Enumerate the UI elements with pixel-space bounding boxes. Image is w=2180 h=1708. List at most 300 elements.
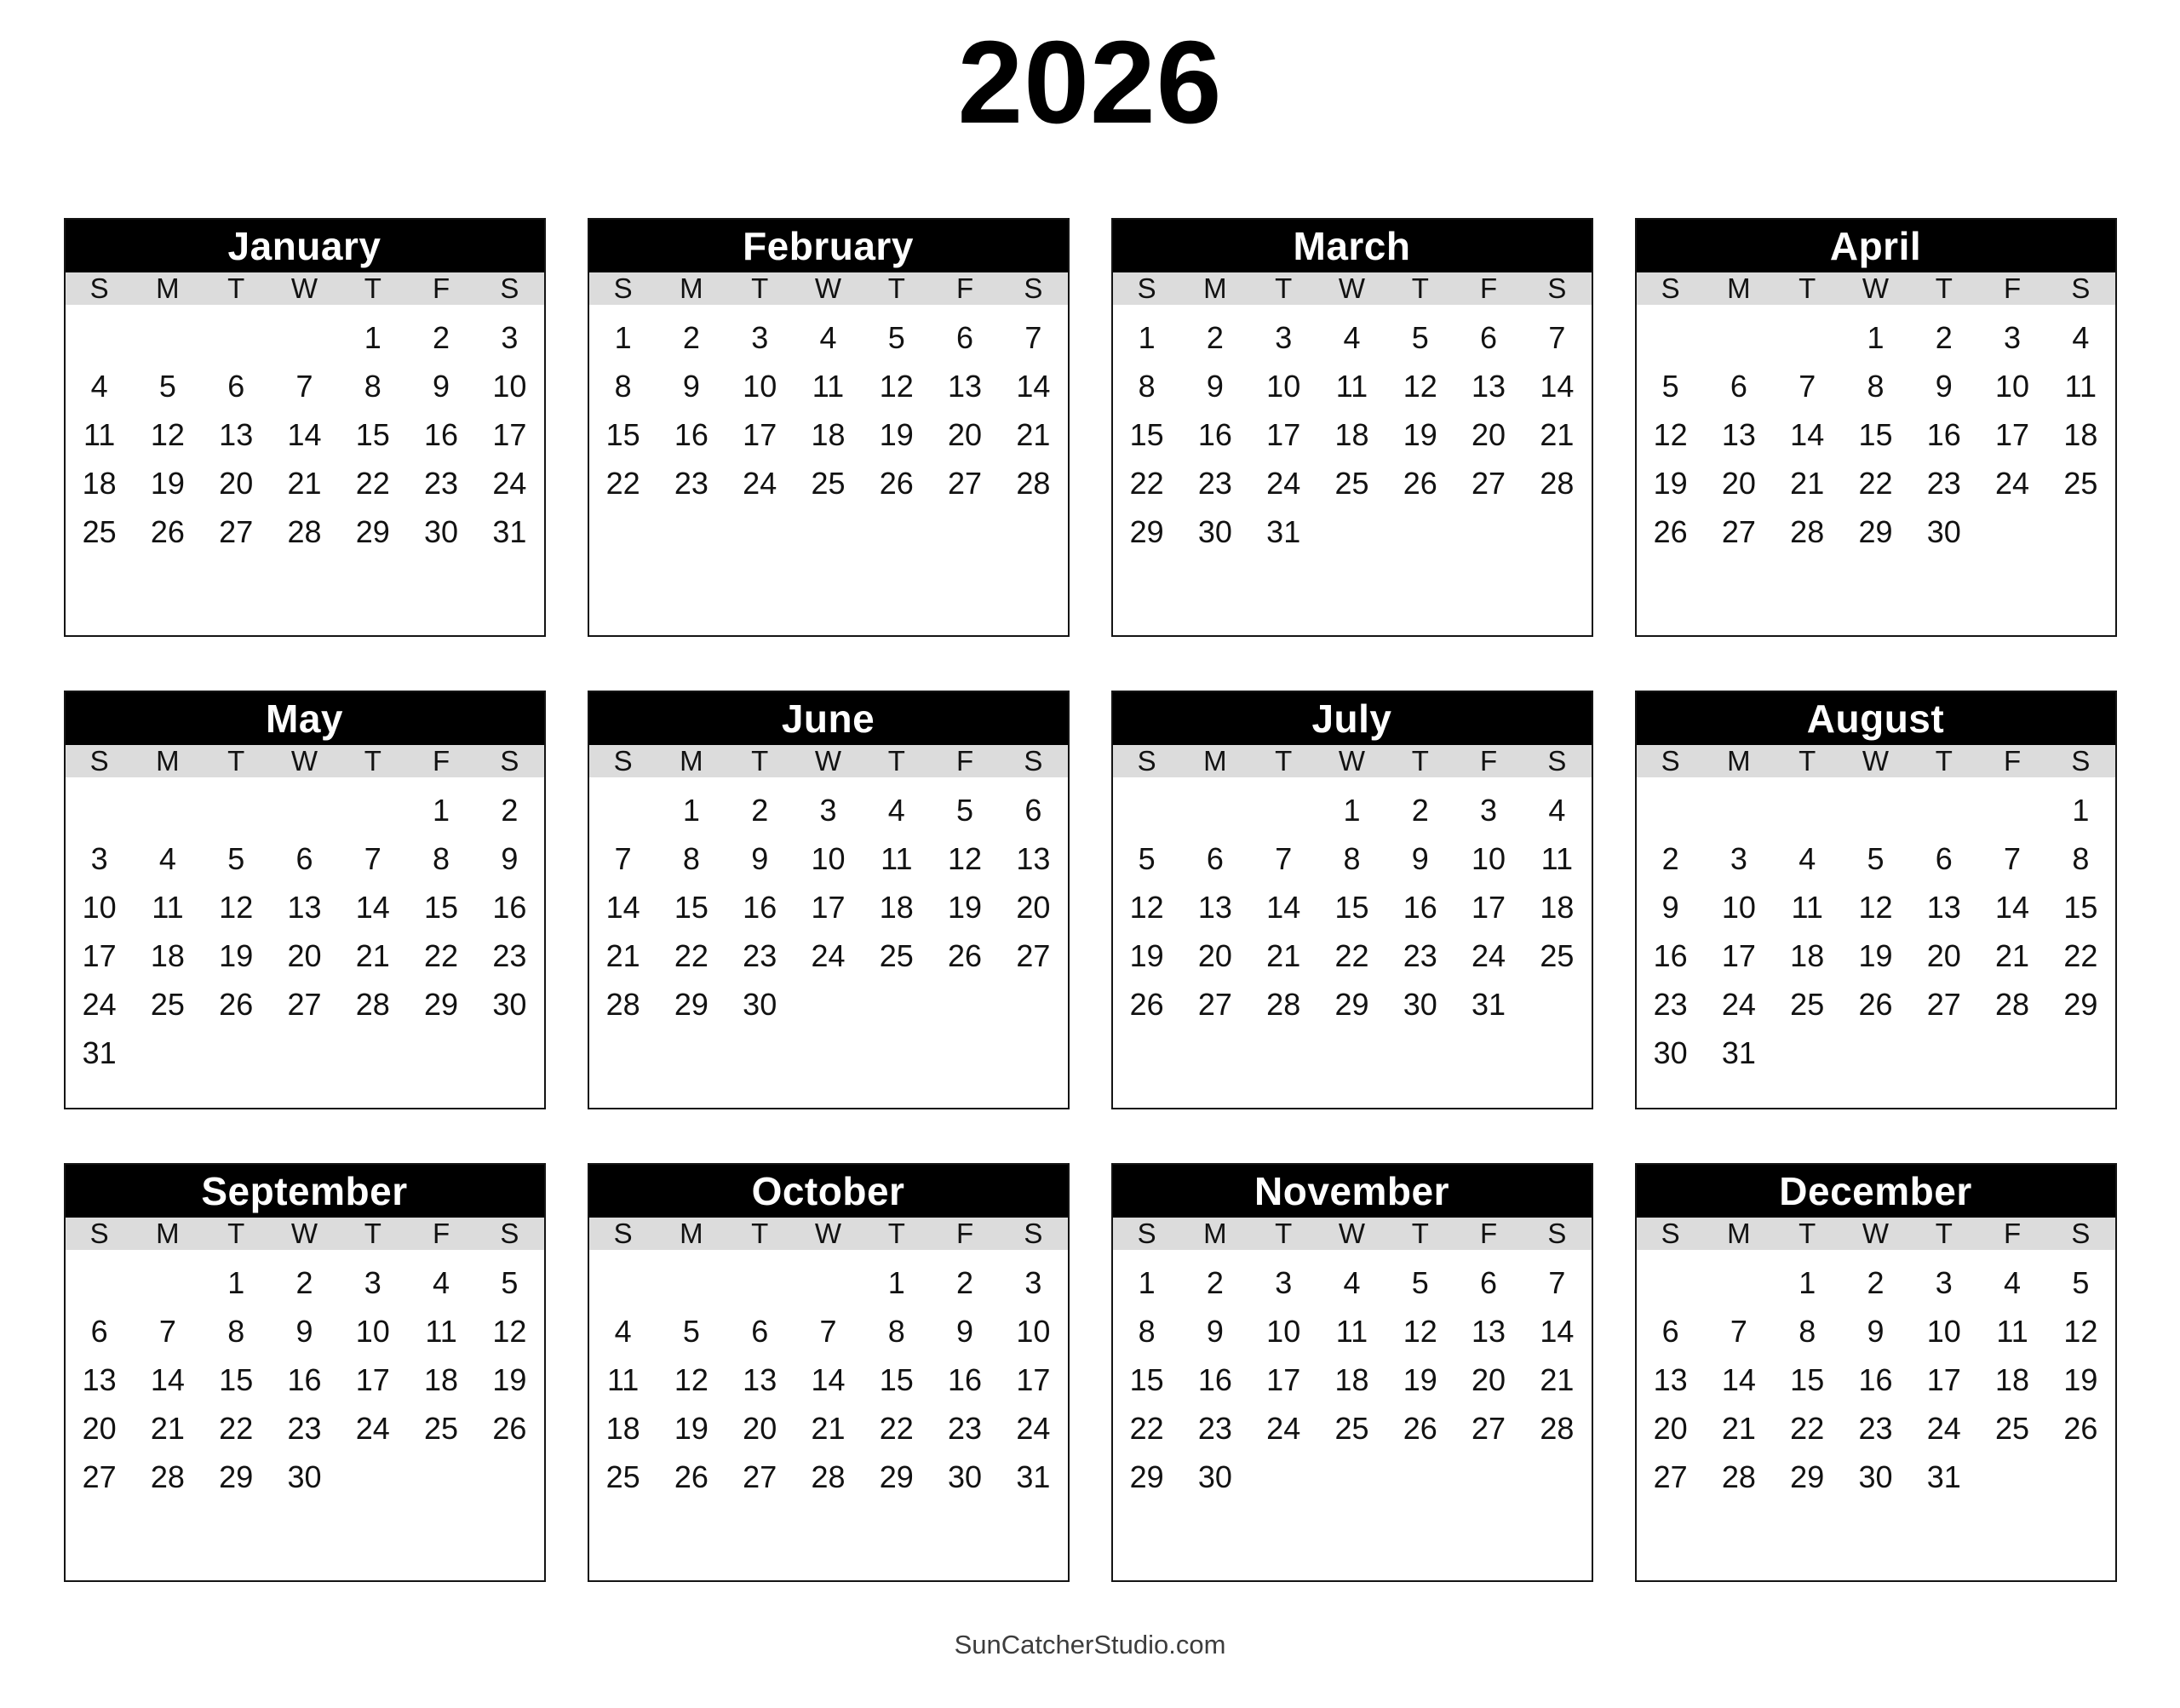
day-cell: 29 [355,513,390,549]
day-cell: 19 [948,889,983,925]
day-cell: 5 [1661,368,1679,404]
day-cell: 20 [743,1410,777,1446]
empty-day-cell [339,786,407,834]
empty-day-cell [1637,786,1705,834]
day-cell: 29 [1129,1459,1164,1494]
day-cell: 17 [1016,1361,1051,1397]
empty-day-cell [1637,313,1705,362]
empty-day-cell [66,1258,134,1307]
day-cell: 30 [948,1459,983,1494]
day-cell: 6 [90,1313,108,1349]
weekday-label: S [1137,272,1156,304]
weekday-label: W [290,745,318,777]
day-cell: 3 [1275,319,1293,355]
month-header [1637,220,2115,272]
day-cell: 29 [424,986,459,1022]
weekday-label: F [955,272,974,304]
day-cell: 22 [879,1410,914,1446]
day-cell: 11 [881,840,913,876]
day-cell: 17 [82,937,117,973]
empty-day-cell [475,1453,543,1501]
day-cell: 30 [1197,513,1232,549]
day-cell: 11 [2064,368,2097,404]
weekday-label: M [1727,745,1751,777]
day-cell: 23 [1926,465,1961,501]
empty-day-cell [726,1258,794,1307]
day-cell: 24 [492,465,527,501]
day-cell: 24 [1472,937,1506,973]
day-cell: 16 [287,1361,322,1397]
empty-day-cell [1386,1453,1454,1501]
day-cell: 10 [1926,1313,1961,1349]
day-cell: 18 [605,1410,640,1446]
day-cell: 14 [1540,1313,1575,1349]
day-cell: 22 [1858,465,1893,501]
day-cell: 13 [948,368,983,404]
day-cell: 21 [1540,416,1575,452]
day-cell: 2 [295,1264,313,1300]
day-cell: 4 [614,1313,632,1349]
day-cell: 14 [605,889,640,925]
weekday-header-row [589,745,1068,777]
day-cell: 14 [1995,889,2030,925]
day-cell: 15 [879,1361,914,1397]
day-cell: 20 [1472,1361,1506,1397]
day-cell: 19 [1129,937,1164,973]
day-cell: 28 [355,986,390,1022]
day-cell: 4 [819,319,837,355]
day-cell: 24 [1016,1410,1051,1446]
day-cell: 9 [1661,889,1679,925]
weekday-label: S [1547,272,1567,304]
day-cell: 18 [1540,889,1575,925]
weekday-label: S [89,272,109,304]
day-cell: 3 [90,840,108,876]
month-day-grid [66,305,544,556]
weekday-label: W [1862,745,1890,777]
weekday-label: M [680,1218,703,1249]
day-cell: 12 [879,368,914,404]
day-cell: 18 [424,1361,459,1397]
weekday-label: M [1203,1218,1227,1249]
day-cell: 18 [1790,937,1825,973]
day-cell: 24 [355,1410,390,1446]
weekday-label: S [1661,745,1680,777]
day-cell: 9 [433,368,450,404]
day-cell: 10 [743,368,777,404]
year-title: 2026 [957,17,1223,148]
weekday-label: S [500,272,519,304]
weekday-label: W [814,745,842,777]
day-cell: 13 [219,416,254,452]
day-cell: 23 [287,1410,322,1446]
day-cell: 10 [1472,840,1506,876]
weekday-label: S [1661,272,1680,304]
weekday-label: W [1338,1218,1366,1249]
day-cell: 11 [812,368,845,404]
day-cell: 8 [682,840,700,876]
day-cell: 17 [1721,937,1756,973]
day-cell: 25 [879,937,914,973]
day-cell: 4 [90,368,108,404]
day-cell: 12 [948,840,983,876]
day-cell: 5 [956,792,974,828]
day-cell: 17 [1926,1361,1961,1397]
empty-day-cell [1249,786,1317,834]
day-cell: 26 [1403,1410,1437,1446]
day-cell: 23 [1197,1410,1232,1446]
day-cell: 1 [614,319,632,355]
day-cell: 28 [605,986,640,1022]
empty-day-cell [1454,507,1523,556]
day-cell: 13 [1472,368,1506,404]
empty-day-cell [1841,786,1909,834]
weekday-label: S [1547,745,1567,777]
day-cell: 16 [674,416,708,452]
month-header [1113,1165,1592,1218]
day-cell: 27 [1653,1459,1688,1494]
day-cell: 6 [295,840,313,876]
weekday-label: M [156,1218,180,1249]
day-cell: 7 [1024,319,1042,355]
weekday-header-row [1637,272,2115,305]
month-day-grid [1113,1250,1592,1501]
day-cell: 2 [501,792,519,828]
weekday-label: T [1935,272,1953,304]
day-cell: 26 [150,513,185,549]
day-cell: 19 [674,1410,708,1446]
weekday-label: F [432,1218,450,1249]
weekday-label: W [1862,272,1890,304]
day-cell: 21 [1721,1410,1756,1446]
month-header [589,692,1068,745]
day-cell: 12 [2063,1313,2098,1349]
weekday-label: S [500,1218,519,1249]
day-cell: 4 [887,792,905,828]
month-header [589,1165,1068,1218]
weekday-label: S [613,1218,633,1249]
month-day-grid [589,777,1068,1029]
day-cell: 29 [1129,513,1164,549]
weekday-label: W [1862,1218,1890,1249]
weekday-label: S [1024,1218,1043,1249]
empty-day-cell [407,1453,475,1501]
day-cell: 1 [433,792,450,828]
day-cell: 25 [811,465,846,501]
day-cell: 22 [674,937,708,973]
weekday-label: T [1411,745,1429,777]
day-cell: 17 [1472,889,1506,925]
day-cell: 31 [1721,1035,1756,1070]
weekday-label: M [1727,272,1751,304]
day-cell: 7 [295,368,313,404]
weekday-label: T [227,1218,245,1249]
empty-day-cell [1113,786,1181,834]
day-cell: 27 [1472,465,1506,501]
day-cell: 14 [287,416,322,452]
day-cell: 5 [1411,319,1429,355]
day-cell: 20 [1016,889,1051,925]
day-cell: 5 [1411,1264,1429,1300]
day-cell: 15 [2063,889,2098,925]
empty-day-cell [270,1029,338,1077]
month-name: December [1779,1169,1972,1213]
day-cell: 6 [751,1313,769,1349]
day-cell: 31 [1926,1459,1961,1494]
day-cell: 19 [492,1361,527,1397]
day-cell: 2 [682,319,700,355]
month-name: February [743,224,914,268]
weekday-label: S [2071,272,2091,304]
day-cell: 29 [1858,513,1893,549]
day-cell: 3 [1275,1264,1293,1300]
day-cell: 17 [1266,416,1301,452]
day-cell: 11 [83,416,116,452]
day-cell: 22 [1334,937,1369,973]
day-cell: 16 [492,889,527,925]
weekday-label: F [1479,745,1498,777]
weekday-header-row [1113,272,1592,305]
day-cell: 23 [948,1410,983,1446]
day-cell: 26 [948,937,983,973]
day-cell: 7 [1798,368,1816,404]
empty-day-cell [1523,980,1591,1029]
day-cell: 15 [1129,1361,1164,1397]
day-cell: 8 [614,368,632,404]
day-cell: 18 [1995,1361,2030,1397]
empty-day-cell [1705,313,1773,362]
weekday-label: F [1479,272,1498,304]
calendar-page [0,17,2180,1708]
day-cell: 27 [82,1459,117,1494]
day-cell: 15 [219,1361,254,1397]
weekday-label: T [887,1218,905,1249]
day-cell: 24 [1926,1410,1961,1446]
empty-day-cell [1181,786,1249,834]
empty-day-cell [270,786,338,834]
weekday-label: F [2003,745,2022,777]
day-cell: 27 [743,1459,777,1494]
empty-day-cell [2046,507,2114,556]
weekday-header-row [1637,745,2115,777]
day-cell: 11 [152,889,184,925]
day-cell: 15 [1790,1361,1825,1397]
weekday-label: W [290,272,318,304]
day-cell: 8 [887,1313,905,1349]
day-cell: 30 [1653,1035,1688,1070]
day-cell: 11 [1540,840,1574,876]
empty-day-cell [863,980,931,1029]
empty-day-cell [794,980,862,1029]
empty-day-cell [339,1453,407,1501]
day-cell: 25 [1334,1410,1369,1446]
day-cell: 14 [1016,368,1051,404]
day-cell: 28 [1266,986,1301,1022]
day-cell: 14 [355,889,390,925]
day-cell: 14 [1721,1361,1756,1397]
weekday-label: F [2003,1218,2022,1249]
day-cell: 12 [492,1313,527,1349]
day-cell: 6 [1480,319,1498,355]
day-cell: 7 [1548,1264,1566,1300]
day-cell: 2 [1661,840,1679,876]
day-cell: 23 [1653,986,1688,1022]
day-cell: 1 [227,1264,245,1300]
empty-day-cell [1317,507,1385,556]
day-cell: 11 [606,1361,640,1397]
month-name: August [1806,696,1945,741]
weekday-label: T [364,272,382,304]
empty-day-cell [589,786,657,834]
day-cell: 28 [1016,465,1051,501]
day-cell: 21 [1016,416,1051,452]
day-cell: 28 [811,1459,846,1494]
month-card [64,1163,546,1582]
weekday-label: T [227,272,245,304]
day-cell: 13 [1926,889,1961,925]
day-cell: 12 [1403,1313,1437,1349]
day-cell: 15 [424,889,459,925]
month-day-grid [589,305,1068,507]
day-cell: 27 [287,986,322,1022]
day-cell: 17 [1995,416,2030,452]
month-card [1111,691,1593,1109]
day-cell: 10 [811,840,846,876]
weekday-label: M [1203,745,1227,777]
day-cell: 9 [956,1313,974,1349]
empty-day-cell [66,786,134,834]
month-name: September [201,1169,408,1213]
day-cell: 3 [1480,792,1498,828]
day-cell: 19 [1403,416,1437,452]
month-card [588,691,1070,1109]
day-cell: 28 [1790,513,1825,549]
day-cell: 9 [682,368,700,404]
weekday-label: S [89,745,109,777]
empty-day-cell [407,1029,475,1077]
month-header [1113,220,1592,272]
empty-day-cell [1249,1453,1317,1501]
empty-day-cell [1317,1453,1385,1501]
day-cell: 25 [605,1459,640,1494]
day-cell: 20 [82,1410,117,1446]
day-cell: 31 [1266,513,1301,549]
weekday-label: M [680,745,703,777]
weekday-label: T [1935,1218,1953,1249]
weekday-header-row [1113,745,1592,777]
day-cell: 3 [751,319,769,355]
day-cell: 25 [2063,465,2098,501]
day-cell: 4 [2004,1264,2022,1300]
day-cell: 13 [1197,889,1232,925]
day-cell: 18 [150,937,185,973]
empty-day-cell [1773,786,1841,834]
weekday-label: T [1798,272,1816,304]
day-cell: 9 [1206,1313,1224,1349]
empty-day-cell [339,1029,407,1077]
weekday-label: M [156,272,180,304]
day-cell: 22 [355,465,390,501]
day-cell: 20 [1926,937,1961,973]
weekday-label: S [1137,1218,1156,1249]
day-cell: 3 [1935,1264,1953,1300]
day-cell: 4 [1798,840,1816,876]
day-cell: 28 [1540,465,1575,501]
day-cell: 29 [219,1459,254,1494]
weekday-label: M [680,272,703,304]
month-card [1111,218,1593,637]
day-cell: 13 [1016,840,1051,876]
empty-day-cell [270,313,338,362]
day-cell: 13 [1653,1361,1688,1397]
weekday-label: T [1935,745,1953,777]
empty-day-cell [1978,1453,2046,1501]
day-cell: 24 [1721,986,1756,1022]
day-cell: 8 [364,368,382,404]
day-cell: 26 [1858,986,1893,1022]
day-cell: 1 [1138,1264,1156,1300]
day-cell: 9 [751,840,769,876]
day-cell: 27 [948,465,983,501]
weekday-label: S [613,745,633,777]
weekday-header-row [589,272,1068,305]
day-cell: 8 [1798,1313,1816,1349]
day-cell: 24 [1266,465,1301,501]
weekday-label: T [1798,745,1816,777]
month-card [64,691,546,1109]
weekday-label: S [1024,745,1043,777]
weekday-label: S [1024,272,1043,304]
day-cell: 16 [1858,1361,1893,1397]
weekday-label: S [613,272,633,304]
weekday-label: M [156,745,180,777]
empty-day-cell [1705,786,1773,834]
day-cell: 19 [879,416,914,452]
weekday-label: T [1275,745,1293,777]
day-cell: 30 [1403,986,1437,1022]
day-cell: 26 [674,1459,708,1494]
day-cell: 15 [355,416,390,452]
empty-day-cell [202,1029,270,1077]
day-cell: 25 [1540,937,1575,973]
day-cell: 3 [2004,319,2022,355]
month-card [1635,1163,2117,1582]
day-cell: 1 [1138,319,1156,355]
day-cell: 4 [433,1264,450,1300]
month-day-grid [1637,305,2115,556]
day-cell: 6 [956,319,974,355]
day-cell: 19 [1403,1361,1437,1397]
day-cell: 21 [811,1410,846,1446]
day-cell: 11 [1335,1313,1368,1349]
empty-day-cell [1841,1029,1909,1077]
empty-day-cell [1637,1258,1705,1307]
day-cell: 21 [1266,937,1301,973]
day-cell: 24 [743,465,777,501]
day-cell: 7 [1275,840,1293,876]
weekday-header-row [66,272,544,305]
day-cell: 9 [1411,840,1429,876]
empty-day-cell [134,313,202,362]
day-cell: 13 [1721,416,1756,452]
day-cell: 14 [1790,416,1825,452]
day-cell: 21 [1790,465,1825,501]
weekday-label: F [2003,272,2022,304]
day-cell: 8 [2072,840,2090,876]
month-day-grid [1637,1250,2115,1501]
day-cell: 8 [1867,368,1885,404]
month-card [1635,218,2117,637]
